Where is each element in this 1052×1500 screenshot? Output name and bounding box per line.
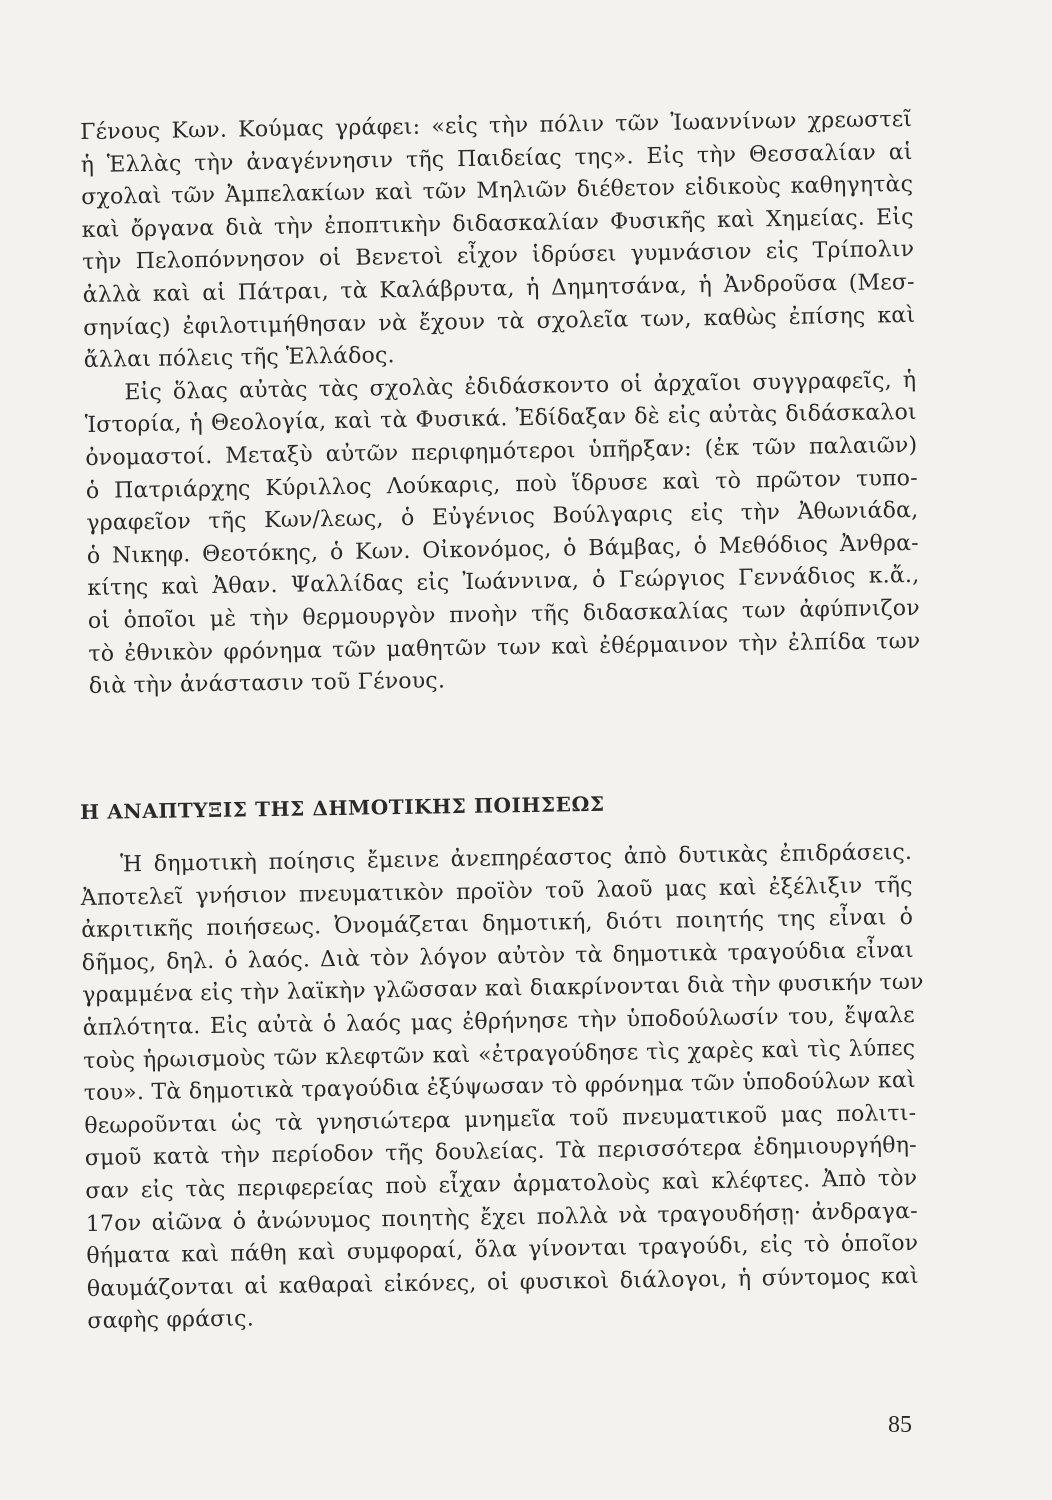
- text-line: κίτης καὶ Ἀθαν. Ψαλλίδας εἰς Ἰωάννινα, ὁ Γεώργιος Γεννάδιος κ.ἄ.,: [87, 563, 920, 602]
- text-line: ἁπλότητα. Εἰς αὐτὰ ὁ λαός μας ἐθρήνησε τὴν ὑποδούλωσίν του, ἔψαλε: [82, 1002, 915, 1041]
- text-line: σμοῦ κατὰ τὴν περίοδον τῆς δουλείας. Τὰ περισσότερα ἐδημιουργήθη-: [84, 1133, 917, 1172]
- text-line: γραφεῖον τῆς Κων/λεως, ὁ Εὐγένιος Βούλγαρις εἰς τὴν Ἀθωνιάδα,: [86, 498, 919, 537]
- text-line: διὰ τὴν ἀνάστασιν τοῦ Γένους.: [88, 668, 446, 700]
- text-line: ἄλλαι πόλεις τῆς Ἑλλάδος.: [83, 343, 395, 374]
- text-line: σχολαὶ τῶν Ἀμπελακίων καὶ τῶν Μηλιῶν διέθετον εἰδικοὺς καθηγητὰς: [81, 172, 914, 211]
- text-line: Γένους Κων. Κούμας γράφει: «εἰς τὴν πόλιν τῶν Ἰωαννίνων χρεωστεῖ: [80, 106, 913, 145]
- text-line: γραμμένα εἰς τὴν λαϊκὴν γλῶσσαν καὶ διακρίνονται διὰ τὴν φυσικήν των: [82, 970, 924, 1009]
- text-line: Ἡ δημοτικὴ ποίησις ἔμεινε ἀνεπηρέαστος ἀπὸ δυτικὰς ἐπιδράσεις.: [120, 839, 913, 878]
- text-line: ὁ Πατριάρχης Κύριλλος Λούκαρις, ποὺ ἵδρυσε καὶ τὸ πρῶτον τυπο-: [85, 465, 918, 504]
- text-line: καὶ ὄργανα διὰ τὴν ἐποπτικὴν διδασκαλίαν Φυσικῆς καὶ Χημείας. Εἰς: [81, 204, 914, 243]
- text-line: τοὺς ἡρωισμοὺς τῶν κλεφτῶν καὶ «ἐτραγούδησε τὶς χαρὲς καὶ τὶς λύπες: [83, 1035, 916, 1074]
- text-line: οἱ ὁποῖοι μὲ τὴν θερμουργὸν πνοὴν τῆς διδασκαλίας των ἀφύπνιζον: [87, 595, 921, 634]
- text-line: θεωροῦνται ὡς τὰ γνησιώτερα μνημεῖα τοῦ πνευματικοῦ μας πολιτι-: [84, 1100, 917, 1139]
- text-line: ὁ Νικηφ. Θεοτόκης, ὁ Κων. Οἰκονόμος, ὁ Βάμβας, ὁ Μεθόδιος Ἀνθρα-: [86, 530, 919, 569]
- text-line: θαυμάζονται αἱ καθαραὶ εἰκόνες, οἱ φυσικοὶ διάλογοι, ἡ σύντομος καὶ: [86, 1263, 919, 1302]
- text-line: ἀκριτικῆς ποιήσεως. Ὀνομάζεται δημοτική, διότι ποιητής της εἶναι ὁ: [81, 905, 914, 944]
- text-line: σαφὴς φράσις.: [87, 1306, 255, 1335]
- text-line: ὀνομαστοί. Μεταξὺ αὐτῶν περιφημότεροι ὑπῆρξαν: (ἐκ τῶν παλαιῶν): [85, 432, 918, 471]
- text-line: τὴν Πελοπόννησον οἱ Βενετοὶ εἶχον ἱδρύσει γυμνάσιον εἰς Τρίπολιν: [82, 237, 915, 276]
- text-line: δῆμος, δηλ. ὁ λαός. Διὰ τὸν λόγον αὐτὸν τὰ δημοτικὰ τραγούδια εἶναι: [81, 937, 914, 976]
- section-heading: Η ΑΝΑΠΤΥΞΙΣ ΤΗΣ ΔΗΜΟΤΙΚΗΣ ΠΟΙΗΣΕΩΣ: [80, 791, 605, 824]
- text-line: του». Τὰ δημοτικὰ τραγούδια ἐξύψωσαν τὸ φρόνημα τῶν ὑποδούλων καὶ: [83, 1068, 916, 1107]
- paragraph-block-schools: [80, 104, 921, 704]
- text-line: θήματα καὶ πάθη καὶ συμφοραί, ὅλα γίνονται τραγούδι, εἰς τὸ ὁποῖον: [86, 1231, 919, 1270]
- text-line: ἀλλὰ καὶ αἱ Πάτραι, τὰ Καλάβρυτα, ἡ Δημητσάνα, ἡ Ἀνδροῦσα (Μεσ-: [82, 269, 915, 308]
- text-line: Ἱστορία, ἡ Θεολογία, καὶ τὰ Φυσικά. Ἐδίδαξαν δὲ εἰς αὐτὰς διδάσκαλοι: [84, 400, 917, 439]
- text-line: σαν εἰς τὰς περιφερείας ποὺ εἶχαν ἁρματολοὺς καὶ κλέφτες. Ἀπὸ τὸν: [85, 1165, 918, 1204]
- paragraph-block-folk-poetry: [80, 837, 924, 1339]
- text-line: Ἀποτελεῖ γνήσιον πνευματικὸν προϊὸν τοῦ λαοῦ μας καὶ ἐξέλιξιν τῆς: [80, 872, 913, 911]
- text-line: τὸ ἐθνικὸν φρόνημα τῶν μαθητῶν των καὶ ἐθέρμαινον τὴν ἐλπίδα των: [88, 628, 921, 667]
- text-line: Εἰς ὅλας αὐτὰς τὰς σχολὰς ἐδιδάσκοντο οἱ ἀρχαῖοι συγγραφεῖς, ἡ: [124, 367, 917, 406]
- page-number: 85: [888, 1412, 912, 1438]
- text-line: ἡ Ἑλλὰς τὴν ἀναγέννησιν τῆς Παιδείας της». Εἰς τὴν Θεσσαλίαν αἱ: [80, 139, 913, 178]
- text-line: σηνίας) ἐφιλοτιμήθησαν νὰ ἔχουν τὰ σχολεῖα των, καθὼς ἐπίσης καὶ: [83, 302, 916, 341]
- text-line: 17ον αἰῶνα ὁ ἀνώνυμος ποιητὴς ἔχει πολλὰ νὰ τραγουδήσῃ· ἀνδραγα-: [85, 1198, 918, 1237]
